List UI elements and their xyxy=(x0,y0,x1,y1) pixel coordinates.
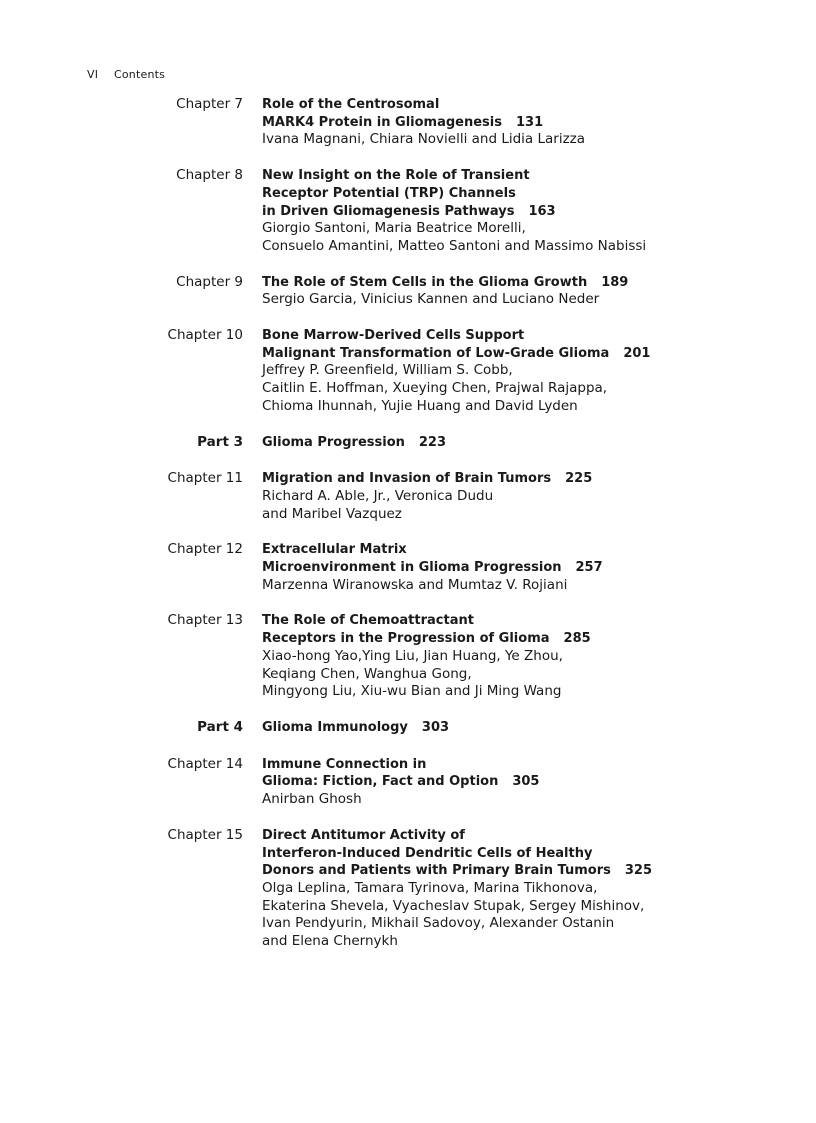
author-line: Ekaterina Shevela, Vyacheslav Stupak, Sergey Mishinov, xyxy=(262,897,645,914)
chapter-label: Chapter 8 xyxy=(176,167,243,184)
title-line xyxy=(262,167,782,185)
author-line: Ivan Pendyurin, Mikhail Sadovoy, Alexander Ostanin xyxy=(262,915,615,932)
entry-body xyxy=(262,756,782,809)
title-line xyxy=(262,541,782,559)
author-line: Keqiang Chen, Wanghua Gong, xyxy=(262,665,472,682)
page-number: 303 xyxy=(421,719,450,735)
author-line: and Elena Chernykh xyxy=(262,933,398,950)
entry-title xyxy=(262,470,782,488)
page-number: 325 xyxy=(624,863,652,879)
title-line xyxy=(262,719,782,737)
toc-part[interactable] xyxy=(0,434,816,452)
title-text: Extracellular Matrix xyxy=(262,542,407,558)
author-line: Sergio Garcia, Vinicius Kannen and Luciano Neder xyxy=(262,291,600,308)
title-text: Glioma: Fiction, Fact and Option xyxy=(262,774,499,790)
title-text: Migration and Invasion of Brain Tumors xyxy=(262,471,552,487)
chapter-label: Chapter 15 xyxy=(167,826,243,843)
author-line: Xiao-hong Yao,Ying Liu, Jian Huang, Ye Zhou, xyxy=(262,647,563,664)
entry-body xyxy=(262,612,782,701)
toc-chapter[interactable] xyxy=(0,274,816,309)
entry-authors xyxy=(262,488,782,523)
entry-body xyxy=(262,434,782,452)
title-text: Interferon-Induced Dendritic Cells of Healthy xyxy=(262,845,593,861)
chapter-label: Chapter 14 xyxy=(167,755,243,772)
entry-authors xyxy=(262,648,782,701)
chapter-label: Chapter 12 xyxy=(167,541,243,558)
entry-body xyxy=(262,274,782,309)
title-text: MARK4 Protein in Gliomagenesis xyxy=(262,114,502,130)
title-line xyxy=(262,756,782,774)
title-text: Donors and Patients with Primary Brain Tumors xyxy=(262,863,611,879)
page-number: 305 xyxy=(512,774,540,790)
toc-chapter[interactable] xyxy=(0,470,816,523)
author-line: Consuelo Amantini, Matteo Santoni and Massimo Nabissi xyxy=(262,237,647,254)
entry-authors xyxy=(262,880,782,951)
entry-body xyxy=(262,827,782,951)
title-text: Microenvironment in Glioma Progression xyxy=(262,560,562,576)
title-text: Receptors in the Progression of Glioma xyxy=(262,631,550,647)
chapter-label: Chapter 10 xyxy=(167,327,243,344)
toc-chapter[interactable] xyxy=(0,756,816,809)
title-text: Malignant Transformation of Low-Grade Glioma xyxy=(262,345,610,361)
title-line xyxy=(262,630,782,648)
title-line xyxy=(262,845,782,863)
toc-chapter[interactable] xyxy=(0,612,816,701)
title-line xyxy=(262,96,782,114)
author-line: Anirban Ghosh xyxy=(262,791,362,808)
title-text: in Driven Gliomagenesis Pathways xyxy=(262,203,515,219)
entry-body xyxy=(262,327,782,416)
title-line xyxy=(262,434,782,452)
entry-authors xyxy=(262,220,782,255)
title-text: The Role of Stem Cells in the Glioma Growth xyxy=(262,274,588,290)
author-line: Jeffrey P. Greenfield, William S. Cobb, xyxy=(262,362,513,379)
page-number: 163 xyxy=(528,203,556,219)
entry-title xyxy=(262,434,782,452)
author-line: Giorgio Santoni, Maria Beatrice Morelli, xyxy=(262,220,526,237)
running-header xyxy=(87,68,165,81)
running-title: Contents xyxy=(114,68,166,81)
title-text: Receptor Potential (TRP) Channels xyxy=(262,185,516,201)
toc-chapter[interactable] xyxy=(0,541,816,594)
entry-authors xyxy=(262,791,782,809)
toc-chapter[interactable] xyxy=(0,827,816,951)
title-text: Immune Connection in xyxy=(262,756,427,772)
title-line xyxy=(262,773,782,791)
entry-title xyxy=(262,327,782,362)
title-line xyxy=(262,827,782,845)
part-label: Part 4 xyxy=(197,718,243,735)
title-text: Glioma Immunology xyxy=(262,719,408,735)
chapter-label: Chapter 7 xyxy=(176,96,243,112)
entry-body xyxy=(262,470,782,523)
author-line: Ivana Magnani, Chiara Novielli and Lidia Larizza xyxy=(262,131,586,148)
entry-authors xyxy=(262,577,782,595)
author-line: Mingyong Liu, Xiu-wu Bian and Ji Ming Wang xyxy=(262,683,562,700)
table-of-contents xyxy=(0,96,816,969)
title-text: The Role of Chemoattractant xyxy=(262,613,474,629)
title-line xyxy=(262,345,782,363)
entry-title xyxy=(262,96,782,131)
page-number: 201 xyxy=(623,345,651,361)
chapter-label: Chapter 13 xyxy=(167,612,243,629)
author-line: Olga Leplina, Tamara Tyrinova, Marina Tikhonova, xyxy=(262,879,598,896)
title-line xyxy=(262,559,782,577)
title-text: Glioma Progression xyxy=(262,434,405,450)
title-text: Role of the Centrosomal xyxy=(262,97,440,112)
title-line xyxy=(262,274,782,292)
page-number: 257 xyxy=(575,560,603,576)
part-label: Part 3 xyxy=(197,433,243,450)
entry-title xyxy=(262,756,782,791)
entry-title xyxy=(262,167,782,220)
page-number: 223 xyxy=(418,434,447,450)
toc-chapter[interactable] xyxy=(0,327,816,416)
page-number: 225 xyxy=(565,471,593,487)
entry-title xyxy=(262,827,782,880)
title-text: New Insight on the Role of Transient xyxy=(262,168,530,184)
entry-authors xyxy=(262,291,782,309)
toc-chapter[interactable] xyxy=(0,96,816,149)
entry-title xyxy=(262,274,782,292)
entry-body xyxy=(262,167,782,256)
title-line xyxy=(262,185,782,203)
title-line xyxy=(262,114,782,132)
author-line: Marzenna Wiranowska and Mumtaz V. Rojiani xyxy=(262,576,568,593)
title-text: Bone Marrow-Derived Cells Support xyxy=(262,328,525,344)
chapter-label: Chapter 9 xyxy=(176,273,243,290)
author-line: Caitlin E. Hoffman, Xueying Chen, Prajwal Rajappa, xyxy=(262,380,608,397)
page-number: VI xyxy=(87,68,99,81)
page-number: 131 xyxy=(516,114,544,130)
chapter-label: Chapter 11 xyxy=(167,470,243,487)
title-line xyxy=(262,470,782,488)
entry-authors xyxy=(262,131,782,149)
entry-body xyxy=(262,541,782,594)
title-text: Direct Antitumor Activity of xyxy=(262,827,465,843)
entry-title xyxy=(262,719,782,737)
toc-part[interactable] xyxy=(0,719,816,737)
author-line: and Maribel Vazquez xyxy=(262,505,402,522)
toc-chapter[interactable] xyxy=(0,167,816,256)
page-number: 285 xyxy=(563,631,591,647)
title-line xyxy=(262,327,782,345)
entry-body xyxy=(262,96,782,149)
entry-title xyxy=(262,612,782,647)
title-line xyxy=(262,862,782,880)
title-line xyxy=(262,612,782,630)
author-line: Chioma Ihunnah, Yujie Huang and David Lyden xyxy=(262,397,578,414)
entry-authors xyxy=(262,362,782,415)
entry-title xyxy=(262,541,782,576)
author-line: Richard A. Able, Jr., Veronica Dudu xyxy=(262,487,494,504)
page-number: 189 xyxy=(601,274,629,290)
title-line xyxy=(262,203,782,221)
entry-body xyxy=(262,719,782,737)
